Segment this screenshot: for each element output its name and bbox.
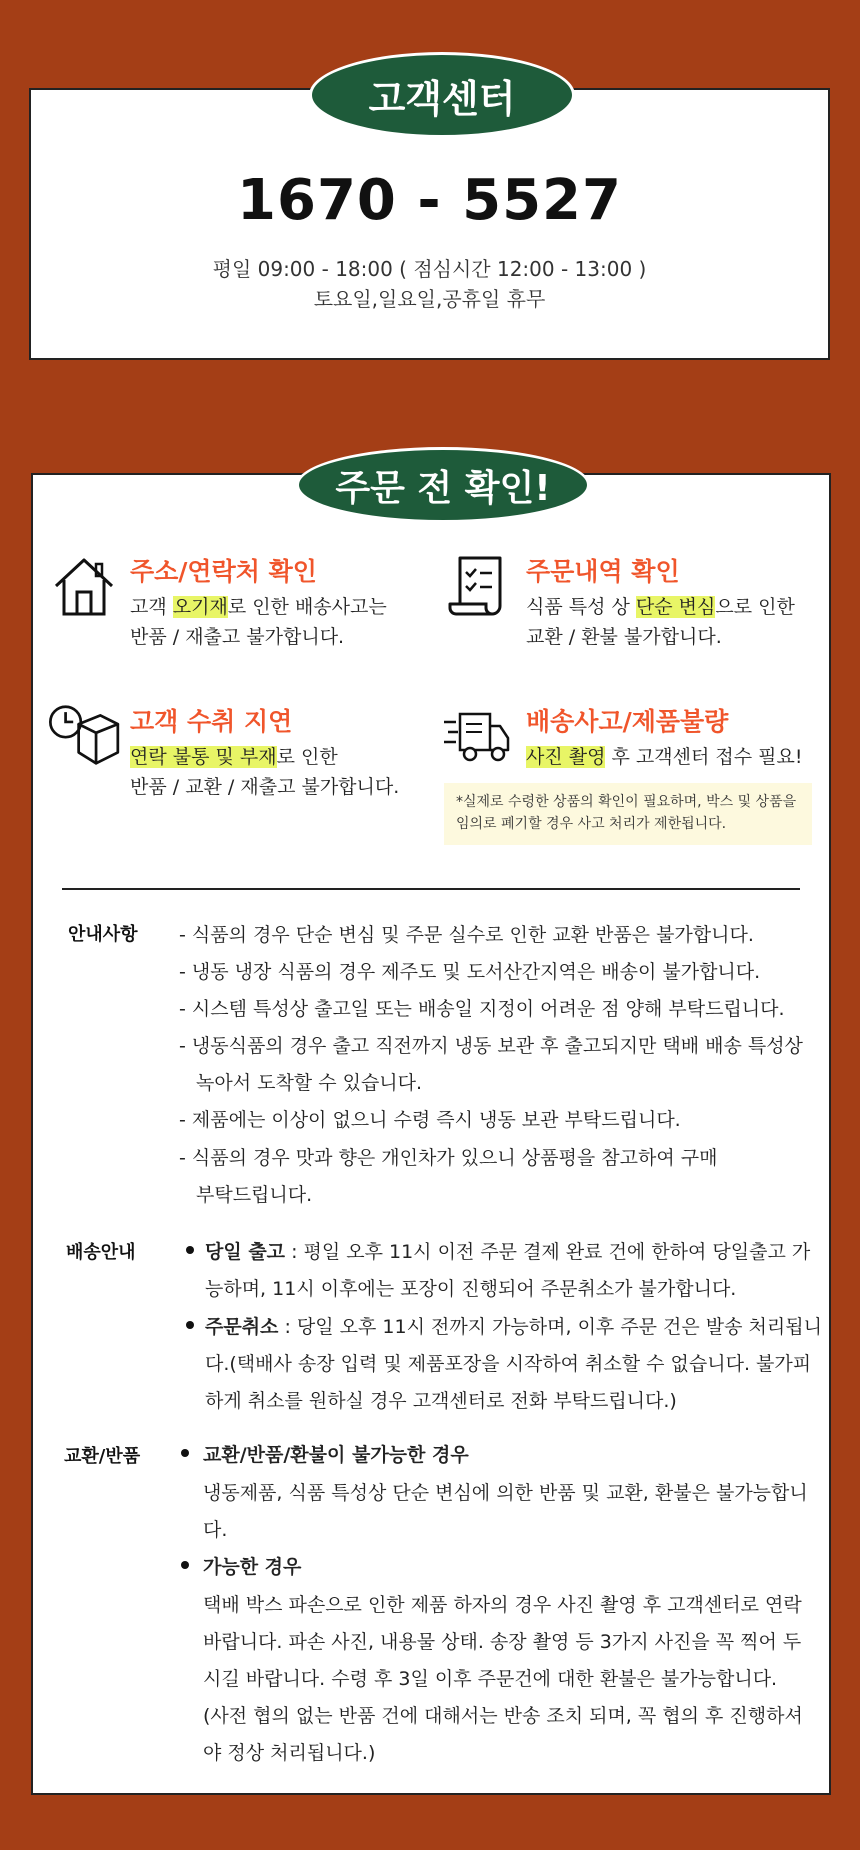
- desc-line2: 반품 / 교환 / 재출고 불가합니다.: [130, 776, 400, 798]
- returns-line: (사전 협의 없는 반품 건에 대해서는 반송 조치 되며, 꼭 협의 후 진행하셔: [203, 1705, 803, 1727]
- card-desc: [526, 592, 795, 652]
- shipping-line: 다.(택배사 송장 입력 및 제품포장을 시작하여 취소할 수 없습니다. 불가피: [205, 1353, 812, 1375]
- order-check-title: 주문 전 확인!: [296, 447, 590, 523]
- returns-line: 냉동제품, 식품 특성상 단순 변심에 의한 반품 및 교환, 환불은 불가능합니: [203, 1482, 808, 1504]
- notice-line: 부탁드립니다.: [196, 1184, 313, 1206]
- card-desc: [130, 742, 399, 802]
- desc-highlight: 연락 불통 및 부재: [130, 746, 277, 768]
- desc-highlight: 사진 촬영: [526, 746, 606, 768]
- card-receipt-delay: [50, 702, 430, 812]
- returns-label: 교환/반품: [64, 1446, 141, 1467]
- delivery-accident-note: [444, 783, 812, 845]
- shipping-line: 능하며, 11시 이후에는 포장이 진행되어 주문취소가 불가합니다.: [205, 1278, 737, 1300]
- receipt-checklist-icon: [446, 552, 514, 620]
- desc-text: 식품 특성 상: [526, 596, 636, 618]
- returns-item-title: 가능한 경우: [203, 1556, 302, 1578]
- returns-line: 바랍니다. 파손 사진, 내용물 상태. 송장 촬영 등 3가지 사진을 꼭 찍어 두: [203, 1631, 802, 1653]
- desc-highlight: 단순 변심: [635, 596, 716, 618]
- note-line: 임의로 폐기할 경우 사고 처리가 제한됩니다.: [456, 816, 727, 832]
- hours-weekday: 평일 09:00 - 18:00 ( 점심시간 12:00 - 13:00 ): [212, 257, 647, 281]
- card-title: 주문내역 확인: [526, 557, 680, 586]
- customer-center-title: 고객센터: [309, 52, 575, 138]
- card-desc: [130, 592, 387, 652]
- desc-text: 고객: [130, 596, 173, 618]
- item-bold: 당일 출고: [205, 1241, 286, 1263]
- divider: [62, 888, 800, 890]
- desc-line2: 반품 / 재출고 불가합니다.: [130, 626, 345, 648]
- card-order-details: [446, 552, 826, 662]
- card-delivery-accident: [446, 702, 826, 782]
- house-icon: [50, 552, 118, 620]
- notice-label: 안내사항: [68, 924, 138, 945]
- desc-text: 으로 인한: [715, 596, 795, 618]
- item-text: : 평일 오후 11시 이전 주문 결제 완료 건에 한하여 당일출고 가: [285, 1241, 811, 1263]
- card-address-check: [50, 552, 410, 662]
- shipping-item-cancel: [205, 1312, 822, 1339]
- shipping-line: 하게 취소를 원하실 경우 고객센터로 전화 부탁드립니다.): [205, 1390, 677, 1412]
- business-hours: [31, 254, 828, 314]
- notice-line: - 냉동식품의 경우 출고 직전까지 냉동 보관 후 출고되지만 택배 배송 특성상: [179, 1035, 803, 1057]
- notice-line: - 식품의 경우 맛과 향은 개인차가 있으니 상품평을 참고하여 구매: [179, 1147, 718, 1169]
- item-text: : 당일 오후 11시 전까지 가능하며, 이후 주문 건은 발송 처리됩니: [278, 1316, 822, 1338]
- notice-line: - 시스템 특성상 출고일 또는 배송일 지정이 어려운 점 양해 부탁드립니다.: [179, 998, 785, 1020]
- returns-line: 택배 박스 파손으로 인한 제품 하자의 경우 사진 촬영 후 고객센터로 연락: [203, 1594, 802, 1616]
- notice-line: - 냉동 냉장 식품의 경우 제주도 및 도서산간지역은 배송이 불가합니다.: [179, 961, 761, 983]
- item-bold: 주문취소: [205, 1316, 279, 1338]
- bullet: [181, 1449, 189, 1457]
- returns-line: 시길 바랍니다. 수령 후 3일 이후 주문건에 대한 환불은 불가능합니다.: [203, 1668, 778, 1690]
- returns-line: 다.: [203, 1519, 228, 1541]
- bullet: [181, 1561, 189, 1569]
- hours-closed: 토요일,일요일,공휴일 휴무: [313, 287, 546, 311]
- bullet: [186, 1321, 194, 1329]
- card-desc: [526, 742, 802, 772]
- returns-item-title: 교환/반품/환불이 불가능한 경우: [203, 1444, 469, 1466]
- desc-text: 로 인한 배송사고는: [227, 596, 387, 618]
- card-title: 배송사고/제품불량: [526, 707, 729, 736]
- card-title: 고객 수취 지연: [130, 707, 293, 736]
- desc-text: 후 고객센터 접수 필요!: [605, 746, 803, 768]
- desc-highlight: 오기재: [172, 596, 228, 618]
- clock-box-icon: [46, 698, 120, 772]
- desc-text: 로 인한: [276, 746, 338, 768]
- shipping-label: 배송안내: [66, 1242, 136, 1263]
- note-line: *실제로 수령한 상품의 확인이 필요하며, 박스 및 상품을: [456, 794, 797, 810]
- returns-line: 야 정상 처리됩니다.): [203, 1742, 376, 1764]
- phone-number: 1670 - 5527: [237, 168, 622, 233]
- notice-line: 녹아서 도착할 수 있습니다.: [196, 1072, 423, 1094]
- desc-line2: 교환 / 환불 불가합니다.: [526, 626, 722, 648]
- notice-line: - 식품의 경우 단순 변심 및 주문 실수로 인한 교환 반품은 불가합니다.: [179, 924, 754, 946]
- bullet: [186, 1246, 194, 1254]
- shipping-item-same-day: [205, 1237, 810, 1264]
- delivery-truck-icon: [438, 702, 514, 770]
- card-title: 주소/연락처 확인: [130, 557, 317, 586]
- notice-line: - 제품에는 이상이 없으니 수령 즉시 냉동 보관 부탁드립니다.: [179, 1109, 681, 1131]
